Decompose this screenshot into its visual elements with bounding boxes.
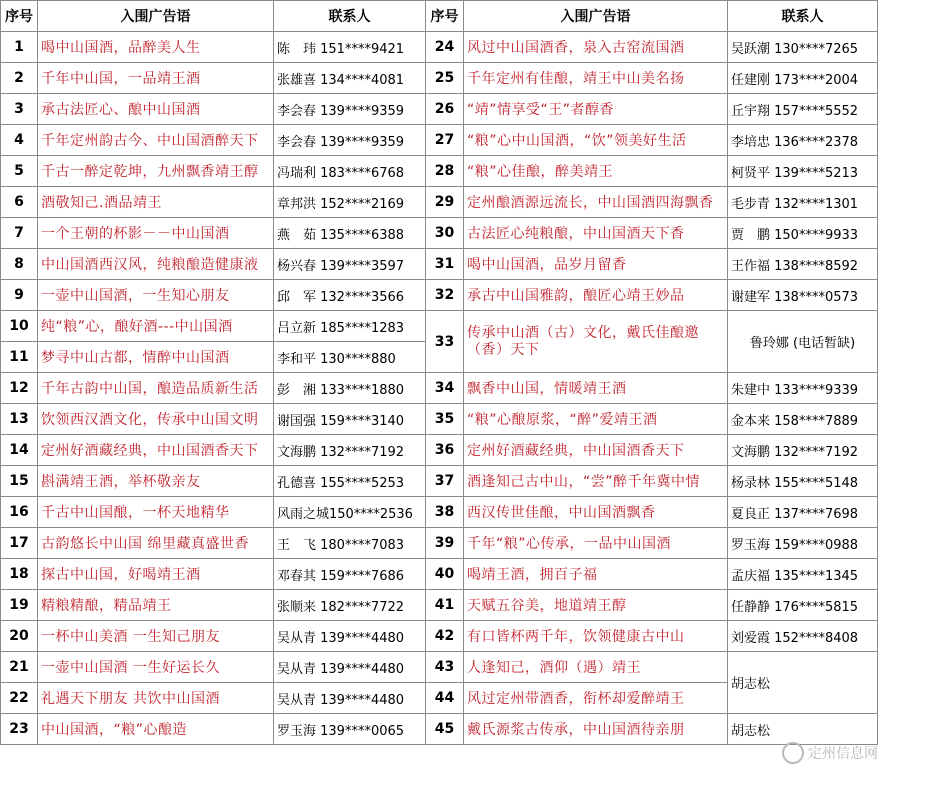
table-row bbox=[1, 466, 878, 497]
slogan-cell: 一壶中山国酒，一生知心朋友 bbox=[38, 280, 274, 311]
contact-cell: 孟庆福 135****1345 bbox=[728, 559, 878, 590]
seq-cell: 29 bbox=[426, 187, 464, 218]
contact-cell: 李会春 139****9359 bbox=[274, 94, 426, 125]
contact-cell: 刘爱霞 152****8408 bbox=[728, 621, 878, 652]
seq-cell: 8 bbox=[1, 249, 38, 280]
header-contact-right: 联系人 bbox=[728, 1, 878, 32]
slogan-cell: 戴氏源浆古传承，中山国酒待亲朋 bbox=[464, 714, 728, 745]
table-row bbox=[1, 590, 878, 621]
slogan-cell: 承古中山国雅韵，酿匠心靖王妙品 bbox=[464, 280, 728, 311]
seq-cell: 22 bbox=[1, 683, 38, 714]
contact-cell: 燕 茹 135****6388 bbox=[274, 218, 426, 249]
seq-cell: 1 bbox=[1, 32, 38, 63]
seq-cell: 13 bbox=[1, 404, 38, 435]
slogan-cell: 一壶中山国酒 一生好运长久 bbox=[38, 652, 274, 683]
seq-cell: 18 bbox=[1, 559, 38, 590]
table-row bbox=[1, 497, 878, 528]
contact-cell: 胡志松 bbox=[728, 714, 878, 745]
seq-cell: 40 bbox=[426, 559, 464, 590]
slogan-cell: 精粮精酿，精品靖王 bbox=[38, 590, 274, 621]
contact-cell: 张顺来 182****7722 bbox=[274, 590, 426, 621]
seq-cell: 10 bbox=[1, 311, 38, 342]
slogan-cell: 斟满靖王酒，举杯敬亲友 bbox=[38, 466, 274, 497]
table-row bbox=[1, 559, 878, 590]
header-slogan-right: 入围广告语 bbox=[464, 1, 728, 32]
slogan-cell: 喝中山国酒，品岁月留香 bbox=[464, 249, 728, 280]
table-row bbox=[1, 404, 878, 435]
contact-cell: 谢建军 138****0573 bbox=[728, 280, 878, 311]
contact-cell: 孔德喜 155****5253 bbox=[274, 466, 426, 497]
table-row bbox=[1, 714, 878, 745]
contact-cell: 彭 湘 133****1880 bbox=[274, 373, 426, 404]
contact-cell: 邓春其 159****7686 bbox=[274, 559, 426, 590]
slogan-cell: 饮领西汉酒文化，传承中山国文明 bbox=[38, 404, 274, 435]
seq-cell: 38 bbox=[426, 497, 464, 528]
slogan-cell: 承古法匠心、酿中山国酒 bbox=[38, 94, 274, 125]
slogan-cell: 西汉传世佳酿，中山国酒飘香 bbox=[464, 497, 728, 528]
seq-cell: 16 bbox=[1, 497, 38, 528]
contact-cell: 吴跃潮 130****7265 bbox=[728, 32, 878, 63]
header-seq-left: 序号 bbox=[1, 1, 38, 32]
header-seq-right: 序号 bbox=[426, 1, 464, 32]
contact-cell: 王作福 138****8592 bbox=[728, 249, 878, 280]
contact-cell: 章邦洪 152****2169 bbox=[274, 187, 426, 218]
slogan-cell: 人逢知己，酒仰（遇）靖王 bbox=[464, 652, 728, 683]
table-row bbox=[1, 187, 878, 218]
table-row bbox=[1, 373, 878, 404]
seq-cell: 24 bbox=[426, 32, 464, 63]
contact-cell: 风雨之城150****2536 bbox=[274, 497, 426, 528]
slogan-cell: 千古一醉定乾坤，九州飘香靖王醇 bbox=[38, 156, 274, 187]
seq-cell: 6 bbox=[1, 187, 38, 218]
table-row bbox=[1, 652, 878, 683]
seq-cell: 5 bbox=[1, 156, 38, 187]
slogan-cell: “粮”心中山国酒，“饮”领美好生活 bbox=[464, 125, 728, 156]
table-row bbox=[1, 621, 878, 652]
contact-cell: 任静静 176****5815 bbox=[728, 590, 878, 621]
slogan-cell: 天赋五谷美，地道靖王醇 bbox=[464, 590, 728, 621]
seq-cell: 27 bbox=[426, 125, 464, 156]
seq-cell: 34 bbox=[426, 373, 464, 404]
slogan-cell: 千古中山国酿，一杯天地精华 bbox=[38, 497, 274, 528]
seq-cell: 4 bbox=[1, 125, 38, 156]
contact-cell: 罗玉海 139****0065 bbox=[274, 714, 426, 745]
contact-cell: 李会春 139****9359 bbox=[274, 125, 426, 156]
contact-cell: 任建刚 173****2004 bbox=[728, 63, 878, 94]
slogan-cell: 定州好酒藏经典，中山国酒香天下 bbox=[464, 435, 728, 466]
seq-cell: 42 bbox=[426, 621, 464, 652]
slogan-cell: 梦寻中山古都，情醉中山国酒 bbox=[38, 342, 274, 373]
contact-cell: 李和平 130****880 bbox=[274, 342, 426, 373]
seq-cell: 37 bbox=[426, 466, 464, 497]
table-row bbox=[1, 218, 878, 249]
slogan-cell: 千年定州有佳酿，靖王中山美名扬 bbox=[464, 63, 728, 94]
contact-cell: 杨兴春 139****3597 bbox=[274, 249, 426, 280]
contact-cell: 罗玉海 159****0988 bbox=[728, 528, 878, 559]
slogan-cell: 定州酿酒源远流长，中山国酒四海飘香 bbox=[464, 187, 728, 218]
table-row bbox=[1, 63, 878, 94]
contact-cell: 谢国强 159****3140 bbox=[274, 404, 426, 435]
table-row bbox=[1, 280, 878, 311]
seq-cell: 15 bbox=[1, 466, 38, 497]
seq-cell: 26 bbox=[426, 94, 464, 125]
slogan-cell: 风过中山国酒香，泉入古窑流国酒 bbox=[464, 32, 728, 63]
table-row bbox=[1, 94, 878, 125]
slogan-cell: 古韵悠长中山国 绵里藏真盛世香 bbox=[38, 528, 274, 559]
slogan-cell: 纯“粮”心，酿好酒---中山国酒 bbox=[38, 311, 274, 342]
seq-cell: 11 bbox=[1, 342, 38, 373]
seq-cell: 21 bbox=[1, 652, 38, 683]
slogan-cell: 千年中山国，一品靖王酒 bbox=[38, 63, 274, 94]
seq-cell: 12 bbox=[1, 373, 38, 404]
seq-cell: 9 bbox=[1, 280, 38, 311]
table-row bbox=[1, 311, 878, 342]
contact-cell: 吴从青 139****4480 bbox=[274, 683, 426, 714]
slogan-cell: 礼遇天下朋友 共饮中山国酒 bbox=[38, 683, 274, 714]
header-row bbox=[1, 1, 878, 32]
slogan-cell: 古法匠心纯粮酿，中山国酒天下香 bbox=[464, 218, 728, 249]
seq-cell: 41 bbox=[426, 590, 464, 621]
seq-cell: 7 bbox=[1, 218, 38, 249]
contact-cell: 吴从青 139****4480 bbox=[274, 652, 426, 683]
seq-cell: 31 bbox=[426, 249, 464, 280]
table-row bbox=[1, 125, 878, 156]
seq-cell: 28 bbox=[426, 156, 464, 187]
slogan-cell: 有口皆杯两千年，饮领健康古中山 bbox=[464, 621, 728, 652]
contact-cell: 文海鹏 132****7192 bbox=[274, 435, 426, 466]
table-row bbox=[1, 32, 878, 63]
slogan-cell: 中山国酒，“粮”心酿造 bbox=[38, 714, 274, 745]
contact-cell: 文海鹏 132****7192 bbox=[728, 435, 878, 466]
slogan-cell: 千年古韵中山国，酿造品质新生活 bbox=[38, 373, 274, 404]
seq-cell: 23 bbox=[1, 714, 38, 745]
slogan-cell: 喝中山国酒，品醉美人生 bbox=[38, 32, 274, 63]
contact-cell: 陈 玮 151****9421 bbox=[274, 32, 426, 63]
seq-cell: 2 bbox=[1, 63, 38, 94]
slogan-cell: 千年定州韵古今、中山国酒醉天下 bbox=[38, 125, 274, 156]
table-row bbox=[1, 156, 878, 187]
contact-cell: 柯贤平 139****5213 bbox=[728, 156, 878, 187]
seq-cell: 43 bbox=[426, 652, 464, 683]
contact-cell: 毛步青 132****1301 bbox=[728, 187, 878, 218]
slogan-cell: 飘香中山国，情暖靖王酒 bbox=[464, 373, 728, 404]
watermark bbox=[782, 738, 932, 768]
table-row bbox=[1, 435, 878, 466]
seq-cell: 17 bbox=[1, 528, 38, 559]
slogan-cell: 千年“粮”心传承，一品中山国酒 bbox=[464, 528, 728, 559]
contact-cell: 夏良正 137****7698 bbox=[728, 497, 878, 528]
slogan-cell: “粮”心酿原浆，“醉”爱靖王酒 bbox=[464, 404, 728, 435]
seq-cell: 44 bbox=[426, 683, 464, 714]
seq-cell: 25 bbox=[426, 63, 464, 94]
watermark-text: 定州信息网 bbox=[808, 746, 878, 762]
seq-cell: 36 bbox=[426, 435, 464, 466]
contact-cell: 冯瑞利 183****6768 bbox=[274, 156, 426, 187]
seq-cell: 19 bbox=[1, 590, 38, 621]
contact-cell: 鲁玲娜 (电话暂缺) bbox=[728, 311, 878, 373]
contact-cell: 吴从青 139****4480 bbox=[274, 621, 426, 652]
table-row bbox=[1, 528, 878, 559]
contact-cell: 朱建中 133****9339 bbox=[728, 373, 878, 404]
header-slogan-left: 入围广告语 bbox=[38, 1, 274, 32]
slogan-cell: 喝靖王酒，拥百子福 bbox=[464, 559, 728, 590]
contact-cell: 金本来 158****7889 bbox=[728, 404, 878, 435]
slogan-cell: 酒逢知己古中山，“尝”醉千年冀中情 bbox=[464, 466, 728, 497]
seq-cell: 30 bbox=[426, 218, 464, 249]
contact-cell: 张雄喜 134****4081 bbox=[274, 63, 426, 94]
seq-cell: 45 bbox=[426, 714, 464, 745]
slogan-cell: 探古中山国，好喝靖王酒 bbox=[38, 559, 274, 590]
slogan-cell: “靖”情享受“王”者醇香 bbox=[464, 94, 728, 125]
slogan-cell: 酒敬知己.酒品靖王 bbox=[38, 187, 274, 218]
wechat-logo-icon bbox=[782, 742, 804, 764]
slogan-cell: 一个王朝的杯影－－中山国酒 bbox=[38, 218, 274, 249]
slogan-cell: 一杯中山美酒 一生知己朋友 bbox=[38, 621, 274, 652]
seq-cell: 3 bbox=[1, 94, 38, 125]
contact-cell: 吕立新 185****1283 bbox=[274, 311, 426, 342]
slogan-cell: 中山国酒西汉风，纯粮酿造健康液 bbox=[38, 249, 274, 280]
seq-cell: 33 bbox=[426, 311, 464, 373]
contact-cell: 李培忠 136****2378 bbox=[728, 125, 878, 156]
seq-cell: 39 bbox=[426, 528, 464, 559]
seq-cell: 14 bbox=[1, 435, 38, 466]
slogan-cell: 定州好酒藏经典，中山国酒香天下 bbox=[38, 435, 274, 466]
slogan-cell: 风过定州带酒香，衔杯却爱醉靖王 bbox=[464, 683, 728, 714]
contact-cell: 王 飞 180****7083 bbox=[274, 528, 426, 559]
seq-cell: 20 bbox=[1, 621, 38, 652]
contact-cell: 邱 军 132****3566 bbox=[274, 280, 426, 311]
contact-cell: 丘宇翔 157****5552 bbox=[728, 94, 878, 125]
contact-cell: 胡志松 bbox=[728, 652, 878, 714]
slogan-cell: 传承中山酒（古）文化，戴氏佳酿邀（香）天下 bbox=[464, 311, 728, 373]
contact-cell: 杨录林 155****5148 bbox=[728, 466, 878, 497]
slogan-cell: “粮”心佳酿，醉美靖王 bbox=[464, 156, 728, 187]
contact-cell: 贾 鹏 150****9933 bbox=[728, 218, 878, 249]
seq-cell: 32 bbox=[426, 280, 464, 311]
table-row bbox=[1, 249, 878, 280]
header-contact-left: 联系人 bbox=[274, 1, 426, 32]
seq-cell: 35 bbox=[426, 404, 464, 435]
